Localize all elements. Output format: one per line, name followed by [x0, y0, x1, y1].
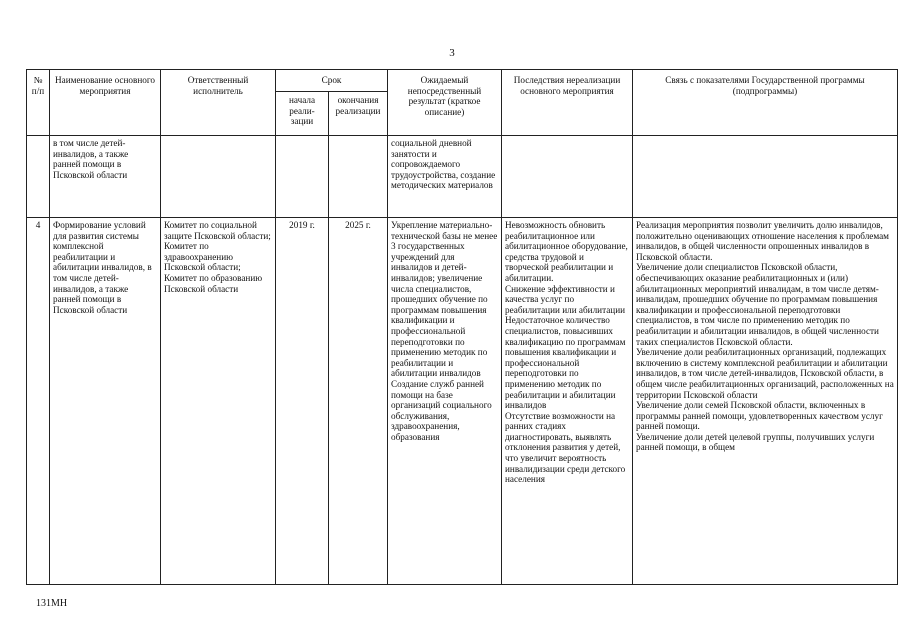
cell-start: 2019 г. [276, 218, 329, 585]
consequence-2: Снижение эффективности и качества услуг по реабилитации или абилитации [505, 283, 626, 315]
cell-name: в том числе детей-инвалидов, а также ранней помощи в Псковской области [50, 136, 161, 218]
footer-code: 131МН [36, 598, 68, 609]
cell-result: социальной дневной занятости и сопровождаемого трудоустройства, создание методических материалов [388, 136, 502, 218]
header-name: Наименование основного мероприятия [50, 70, 161, 136]
cell-executor [161, 136, 276, 218]
result-1: Укрепление материально-технической базы не менее 3 государственных учреждений для инвалидов и детей-инвалидов; увеличение числа специалистов, прошедших обучение по программам повышения квалификации и профессиональной переподготовки по применению методик по реабилитации и абилитации инвалидов [391, 220, 498, 379]
link-4: Увеличение доли семей Псковской области, включенных в программы ранней помощи, удовлетворенных качеством услуг ранней помощи. [636, 400, 883, 432]
header-num: № п/п [27, 70, 50, 136]
table-row-continuation [27, 136, 898, 218]
table-row-4 [27, 218, 898, 585]
header-result: Ожидаемый непосредственный результат (краткое описание) [388, 70, 502, 136]
cell-link [633, 136, 898, 218]
header-executor: Ответственный исполнитель [161, 70, 276, 136]
page-number: 3 [449, 47, 455, 59]
cell-num [27, 136, 50, 218]
cell-result [388, 218, 502, 585]
executor-1: Комитет по социальной защите Псковской области; [164, 220, 271, 241]
link-3: Увеличение доли реабилитационных организаций, подлежащих включению в систему комплексной реабилитации и абилитации инвалидов, в том числе детей-инвалидов, Псковской области, в общем числе реабилитационных организаций, расположенных на территории Псковской области [636, 347, 894, 400]
link-5: Увеличение доли детей целевой группы, получивших услуги ранней помощи, в общем [636, 431, 875, 453]
measures-table [26, 69, 898, 585]
header-link: Связь с показателями Государственной программы (подпрограммы) [633, 70, 898, 136]
executor-3: Комитет по образованию Псковской области [164, 272, 263, 294]
header-end: окончания реализации [329, 92, 388, 136]
cell-consequences [502, 136, 633, 218]
cell-executor [161, 218, 276, 585]
link-2: Увеличение доли специалистов Псковской области, обеспечивающих оказание реабилитационных и (или) абилитационных мероприятий инвалидам, в том числе детям-инвалидам, прошедших обучение по программам повышения квалификации и профессиональной переподготовки специалистов, в том числе по применению методик по реабилитации и абилитации инвалидов, в общей численности таких специалистов Псковской области. [636, 262, 879, 347]
cell-start [276, 136, 329, 218]
header-consequences: Последствия нереализации основного мероприятия [502, 70, 633, 136]
link-1: Реализация мероприятия позволит увеличить долю инвалидов, положительно оценивающих отношение населения к проблемам инвалидов, в общей численности опрошенных инвалидов в Псковской области. [636, 220, 889, 262]
consequence-1: Невозможность обновить реабилитационное или абилитационное оборудование, средства трудовой и творческой реабилитации и абилитации. [505, 220, 628, 283]
cell-end [329, 136, 388, 218]
cell-link [633, 218, 898, 585]
cell-num: 4 [27, 218, 50, 585]
table-header-row [27, 70, 898, 92]
result-2: Создание служб ранней помощи на базе организаций социального обслуживания, здравоохранения, образования [391, 378, 492, 442]
header-period: Срок [276, 70, 388, 92]
cell-name: Формирование условий для развития системы комплексной реабилитации и абилитации инвалидов, в том числе детей-инвалидов, а также ранней помощи в Псковской области [50, 218, 161, 585]
executor-2: Комитет по здравоохранению Псковской области; [164, 241, 241, 273]
cell-end: 2025 г. [329, 218, 388, 585]
header-start: начала реали-зации [276, 92, 329, 136]
cell-consequences [502, 218, 633, 585]
consequence-4: Отсутствие возможности на ранних стадиях диагностировать, выявлять отклонения развития у детей, что увеличит вероятность инвалидизации среди детского населения [505, 410, 626, 485]
consequence-3: Недостаточное количество специалистов, повысивших квалификацию по программам повышения квалификации и профессиональной переподготовки по применению методик по реабилитации и абилитации инвалидов [505, 315, 626, 411]
